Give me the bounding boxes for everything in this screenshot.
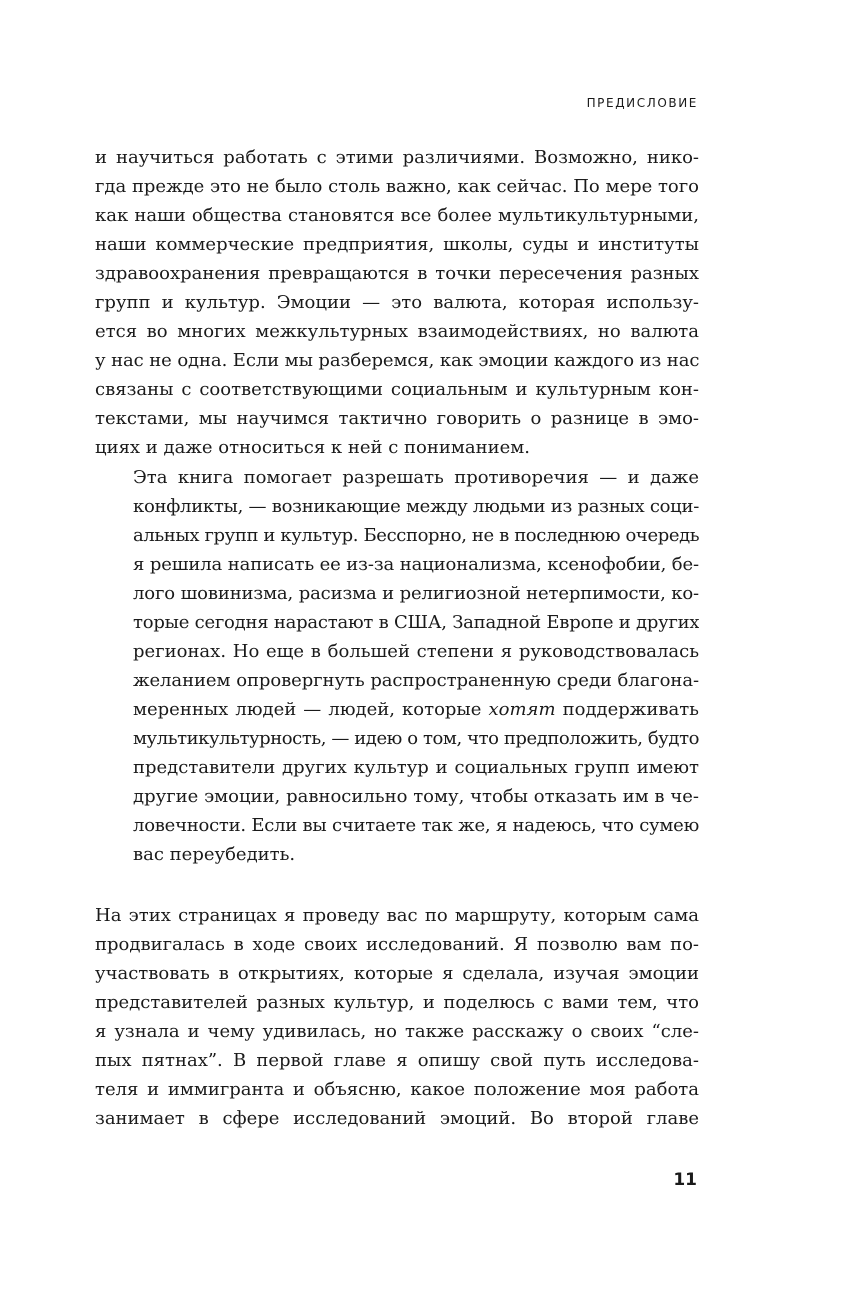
text-line: у нас не одна. Если мы разберемся, как эмоции каждого из нас bbox=[95, 350, 699, 372]
text-line: желанием опровергнуть распространенную среди благона- bbox=[133, 669, 699, 691]
text-line: лого шовинизма, расизма и религиозной нетерпимости, ко- bbox=[133, 582, 699, 604]
text-line: занимает в сфере исследований эмоций. Во второй главе bbox=[95, 1108, 699, 1130]
text-line: гда прежде это не было столь важно, как сейчас. По мере того bbox=[95, 176, 699, 198]
text-line: ловечности. Если вы считаете так же, я надеюсь, что сумею bbox=[133, 815, 699, 837]
page-number: 11 bbox=[673, 1170, 697, 1190]
text-line: регионах. Но еще в большей степени я руководствовалась bbox=[133, 640, 699, 662]
text-line: групп и культур. Эмоции — это валюта, которая использу- bbox=[95, 292, 699, 314]
text-line: как наши общества становятся все более мультикультурными, bbox=[95, 205, 699, 227]
text-block-bottom bbox=[95, 901, 699, 1133]
text-line: представителей разных культур, и поделюсь с вами тем, что bbox=[95, 992, 699, 1014]
paragraph-book-purpose bbox=[95, 463, 699, 870]
text-line: участвовать в открытиях, которые я сделала, изучая эмоции bbox=[95, 963, 699, 985]
text-line: представители других культур и социальных групп имеют bbox=[133, 756, 699, 778]
text-block-top bbox=[95, 143, 699, 869]
text-line: и научиться работать с этими различиями. Возможно, нико- bbox=[95, 147, 699, 168]
text-line: текстами, мы научимся тактично говорить о разнице в эмо- bbox=[95, 408, 699, 430]
text-line: я решила написать ее из-за национализма, ксенофобии, бе- bbox=[133, 553, 699, 575]
text-line: конфликты, — возникающие между людьми из разных соци- bbox=[133, 495, 699, 517]
text-line: циях и даже относиться к ней с пониманием. bbox=[95, 437, 530, 459]
text-line: вас переубедить. bbox=[133, 844, 296, 866]
paragraph-continuation bbox=[95, 143, 699, 463]
text-line: торые сегодня нарастают в США, Западной Европе и других bbox=[133, 611, 699, 633]
text-line: связаны с соответствующими социальным и культурным кон- bbox=[95, 379, 699, 401]
running-header: ПРЕДИСЛОВИЕ bbox=[586, 96, 698, 110]
text-line: Эта книга помогает разрешать противоречия — и даже bbox=[133, 466, 699, 488]
text-line: я узнала и чему удивилась, но также расскажу о своих “сле- bbox=[95, 1021, 699, 1043]
text-line: теля и иммигранта и объясню, какое положение моя работа bbox=[95, 1079, 699, 1101]
text-line: ется во многих межкультурных взаимодействиях, но валюта bbox=[95, 321, 699, 343]
text-line: здравоохранения превращаются в точки пересечения разных bbox=[95, 263, 699, 285]
text-line: другие эмоции, равносильно тому, чтобы отказать им в че- bbox=[133, 786, 699, 808]
text-line: мультикультурность, — идею о том, что предположить, будто bbox=[133, 727, 699, 749]
text-line: На этих страницах я проведу вас по маршруту, которым сама bbox=[95, 905, 699, 926]
emphasis-word: хотят bbox=[488, 698, 556, 720]
text-run: поддерживать bbox=[555, 698, 699, 720]
text-line-with-emphasis bbox=[95, 695, 699, 724]
paragraph-book-route bbox=[95, 901, 699, 1133]
text-run: меренных людей — людей, которые bbox=[133, 698, 489, 720]
text-line: наши коммерческие предприятия, школы, суды и институты bbox=[95, 234, 699, 256]
text-line: пых пятнах”. В первой главе я опишу свой путь исследова- bbox=[95, 1050, 699, 1072]
text-line: продвигалась в ходе своих исследований. Я позволю вам по- bbox=[95, 934, 699, 956]
text-line: альных групп и культур. Бесспорно, не в последнюю очередь bbox=[133, 524, 699, 546]
